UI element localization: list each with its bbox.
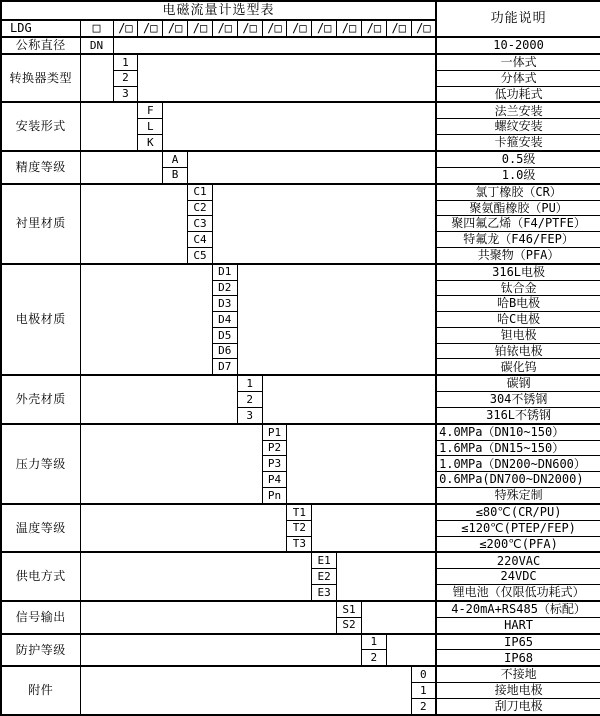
option-description: 1.6MPa（DN15~150） [436, 440, 600, 456]
category-label: 安装形式 [1, 102, 80, 151]
option-description: 碳钢 [436, 375, 600, 391]
table-row [1, 552, 600, 568]
model-slot-cell: /□ [188, 20, 213, 37]
option-code: DN [80, 37, 113, 54]
model-slot-cell: /□ [237, 20, 262, 37]
option-code: D2 [212, 280, 237, 296]
option-description: 碳化钨 [436, 359, 600, 375]
option-description: 220VAC [436, 552, 600, 568]
model-slot-cell: /□ [411, 20, 436, 37]
table-row [1, 151, 600, 167]
model-slot-cell: /□ [312, 20, 337, 37]
table-row [1, 424, 600, 440]
category-label: 衬里材质 [1, 184, 80, 264]
empty-slot-area [80, 184, 188, 264]
empty-slot-area [80, 504, 287, 553]
option-code: Pn [262, 488, 287, 504]
option-description: 4.0MPa（DN10~150） [436, 424, 600, 440]
option-code: 1 [113, 54, 138, 70]
option-code: P1 [262, 424, 287, 440]
option-code: 2 [237, 392, 262, 408]
empty-slot-area [80, 54, 113, 103]
empty-slot-area [237, 264, 436, 376]
empty-slot-area [113, 37, 436, 54]
option-description: 钽电极 [436, 327, 600, 343]
option-code: T1 [287, 504, 312, 520]
model-prefix: LDG [1, 20, 80, 37]
category-label: 温度等级 [1, 504, 80, 553]
empty-slot-area [337, 552, 436, 601]
empty-slot-area [287, 424, 436, 504]
table-row [1, 601, 600, 617]
model-slot-cell: /□ [113, 20, 138, 37]
option-code: 1 [411, 683, 436, 699]
option-code: B [163, 167, 188, 183]
option-description: 1.0MPa（DN200~DN600） [436, 456, 600, 472]
option-description: 卡箍安装 [436, 135, 600, 151]
table-row [1, 666, 600, 682]
table-row [1, 264, 600, 280]
option-description: IP68 [436, 650, 600, 666]
option-code: L [138, 119, 163, 135]
empty-slot-area [188, 151, 437, 184]
title-row [1, 1, 600, 20]
option-code: K [138, 135, 163, 151]
option-description: 1.0级 [436, 167, 600, 183]
option-code: E3 [312, 585, 337, 601]
empty-slot-area [80, 151, 163, 184]
empty-slot-area [163, 102, 436, 151]
option-code: D7 [212, 359, 237, 375]
table-row [1, 184, 600, 200]
option-code: S2 [337, 617, 362, 633]
option-description: 钛合金 [436, 280, 600, 296]
option-description: 刮刀电极 [436, 698, 600, 715]
option-description: 24VDC [436, 569, 600, 585]
model-slot-cell: /□ [262, 20, 287, 37]
empty-slot-area [386, 634, 436, 667]
option-description: 特殊定制 [436, 488, 600, 504]
option-code: 0 [411, 666, 436, 682]
option-description: ≤80℃(CR/PU) [436, 504, 600, 520]
category-label: 信号输出 [1, 601, 80, 634]
table-row [1, 375, 600, 391]
option-code: E2 [312, 569, 337, 585]
option-code: 1 [237, 375, 262, 391]
option-code: C5 [188, 247, 213, 263]
category-label: 电极材质 [1, 264, 80, 376]
option-description: 锂电池（仅限低功耗式） [436, 585, 600, 601]
option-code: A [163, 151, 188, 167]
empty-slot-area [262, 375, 436, 424]
option-description: 特氟龙（F46/FEP） [436, 232, 600, 248]
empty-slot-area [80, 601, 337, 634]
table-row [1, 37, 600, 54]
empty-slot-area [138, 54, 436, 103]
table-row [1, 102, 600, 118]
option-code: D5 [212, 327, 237, 343]
category-label: 精度等级 [1, 151, 80, 184]
option-code: C3 [188, 216, 213, 232]
option-description: 4-20mA+RS485（标配） [436, 601, 600, 617]
model-slot-cell: /□ [212, 20, 237, 37]
option-description: 316L不锈钢 [436, 407, 600, 423]
empty-slot-area [212, 184, 436, 264]
option-description: 铂铱电极 [436, 343, 600, 359]
option-code: S1 [337, 601, 362, 617]
page-title: 电磁流量计选型表 [1, 1, 436, 20]
option-description: HART [436, 617, 600, 633]
empty-slot-area [80, 666, 411, 715]
option-description: 共聚物（PFA） [436, 247, 600, 263]
option-code: 2 [113, 70, 138, 86]
option-description: 聚氨酯橡胶（PU） [436, 200, 600, 216]
empty-slot-area [312, 504, 436, 553]
option-code: D6 [212, 343, 237, 359]
model-slot-cell: /□ [287, 20, 312, 37]
option-code: C1 [188, 184, 213, 200]
option-code: 3 [237, 407, 262, 423]
empty-slot-area [80, 634, 361, 667]
option-description: ≤120℃(PTEP/FEP) [436, 520, 600, 536]
empty-slot-area [80, 552, 312, 601]
empty-slot-area [80, 264, 212, 376]
category-label: 公称直径 [1, 37, 80, 54]
empty-slot-area [361, 601, 436, 634]
option-description: 316L电极 [436, 264, 600, 280]
option-description: 0.5级 [436, 151, 600, 167]
option-description: 哈B电极 [436, 296, 600, 312]
option-code: C4 [188, 232, 213, 248]
option-code: D4 [212, 312, 237, 328]
table-row [1, 54, 600, 70]
function-column-header: 功能说明 [436, 1, 600, 37]
option-description: 0.6MPa(DN700~DN2000) [436, 472, 600, 488]
category-label: 转换器类型 [1, 54, 80, 103]
model-slot-cell: /□ [138, 20, 163, 37]
option-description: 聚四氟乙烯（F4/PTFE） [436, 216, 600, 232]
option-description: 一体式 [436, 54, 600, 70]
option-code: 2 [361, 650, 386, 666]
option-code: P3 [262, 456, 287, 472]
option-code: 3 [113, 86, 138, 102]
option-code: P2 [262, 440, 287, 456]
model-slot-cell: /□ [386, 20, 411, 37]
empty-slot-area [80, 375, 237, 424]
model-box-cell: □ [80, 20, 113, 37]
option-description: 接地电极 [436, 683, 600, 699]
option-description: ≤200℃(PFA) [436, 536, 600, 552]
table-row [1, 504, 600, 520]
empty-slot-area [80, 102, 138, 151]
table-row [1, 634, 600, 650]
option-description: 304不锈钢 [436, 392, 600, 408]
option-description: 分体式 [436, 70, 600, 86]
option-code: 1 [361, 634, 386, 650]
category-label: 压力等级 [1, 424, 80, 504]
category-label: 防护等级 [1, 634, 80, 667]
option-code: C2 [188, 200, 213, 216]
option-description: 螺纹安装 [436, 119, 600, 135]
option-description: 哈C电极 [436, 312, 600, 328]
option-code: D3 [212, 296, 237, 312]
model-slot-cell: /□ [163, 20, 188, 37]
option-code: 2 [411, 698, 436, 715]
option-code: P4 [262, 472, 287, 488]
option-description: 低功耗式 [436, 86, 600, 102]
model-slot-cell: /□ [337, 20, 362, 37]
option-code: T3 [287, 536, 312, 552]
option-description: 不接地 [436, 666, 600, 682]
option-code: F [138, 102, 163, 118]
option-description: IP65 [436, 634, 600, 650]
category-label: 供电方式 [1, 552, 80, 601]
option-code: D1 [212, 264, 237, 280]
option-code: E1 [312, 552, 337, 568]
model-slot-cell: /□ [361, 20, 386, 37]
option-description: 10-2000 [436, 37, 600, 54]
category-label: 附件 [1, 666, 80, 715]
empty-slot-area [80, 424, 262, 504]
option-description: 法兰安装 [436, 102, 600, 118]
option-description: 氯丁橡胶（CR） [436, 184, 600, 200]
category-label: 外壳材质 [1, 375, 80, 424]
option-code: T2 [287, 520, 312, 536]
